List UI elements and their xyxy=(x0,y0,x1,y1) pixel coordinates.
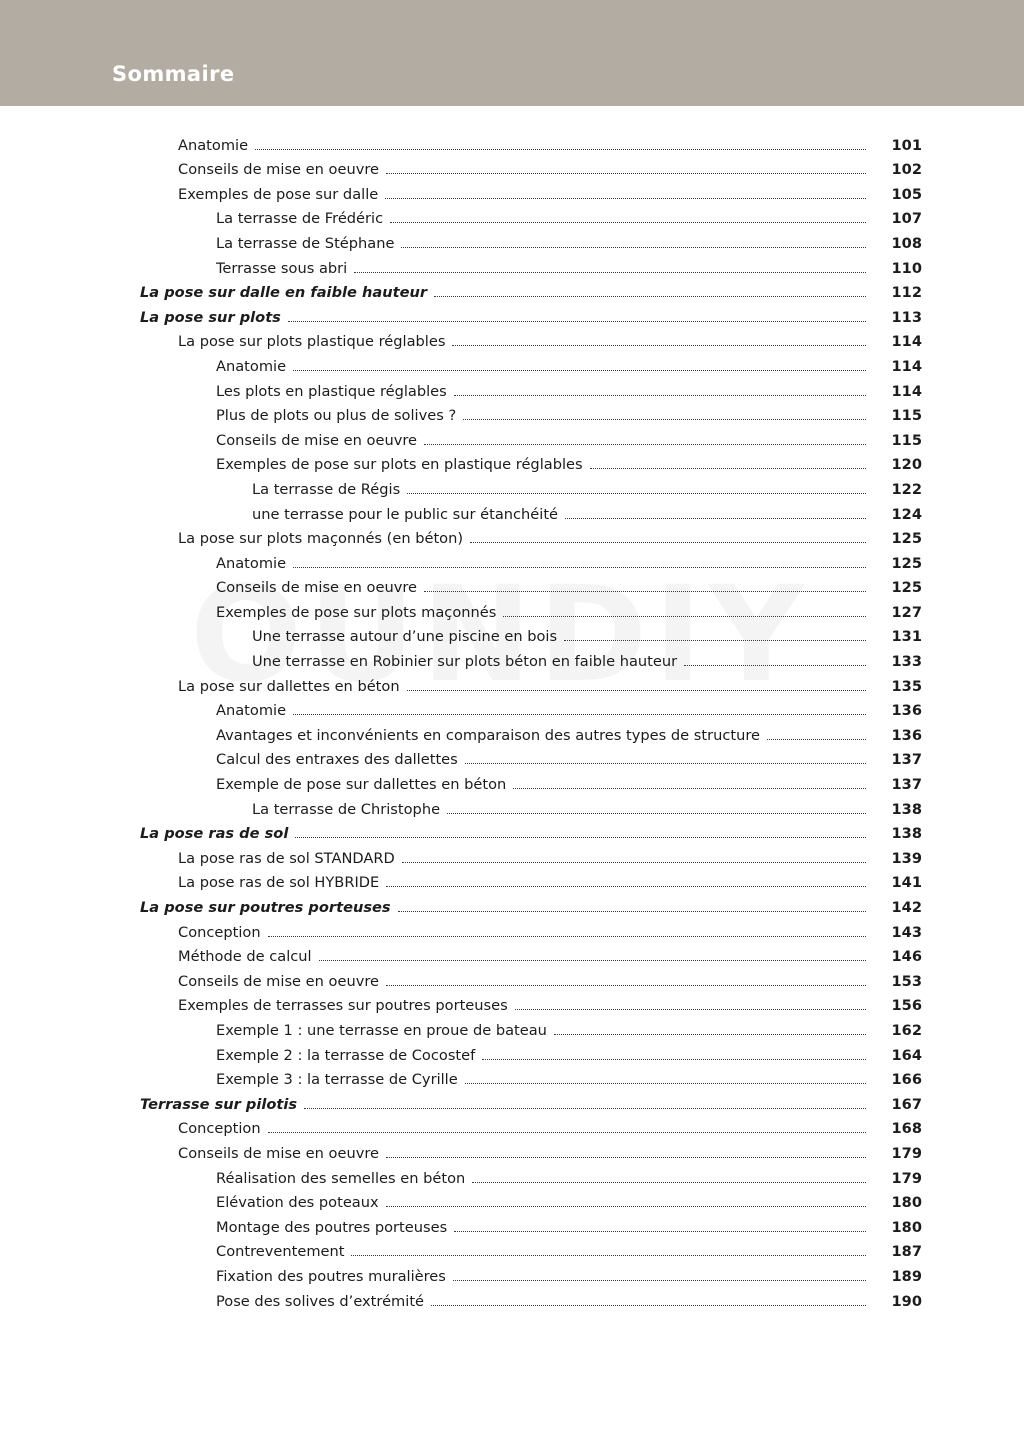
toc-entry-label: Exemple 2 : la terrasse de Cocostef xyxy=(216,1046,476,1064)
toc-entry-label: Terrasse sur pilotis xyxy=(140,1095,298,1113)
toc-entry[interactable] xyxy=(140,966,922,991)
toc-entry[interactable] xyxy=(140,1261,922,1286)
toc-entry[interactable] xyxy=(140,278,922,303)
toc-leader-dots xyxy=(304,1107,866,1109)
toc-entry[interactable] xyxy=(140,401,922,426)
toc-leader-dots xyxy=(386,1156,866,1158)
toc-entry[interactable] xyxy=(140,1188,922,1213)
toc-entry[interactable] xyxy=(140,991,922,1016)
toc-entry-label: Conseils de mise en oeuvre xyxy=(216,579,417,597)
toc-leader-dots xyxy=(590,467,866,469)
toc-entry-label: Fixation des poutres muralières xyxy=(216,1267,446,1285)
toc-entry-page: 146 xyxy=(891,948,922,966)
toc-entry-page: 114 xyxy=(891,382,922,400)
toc-leader-dots xyxy=(424,590,866,592)
toc-entry-page: 136 xyxy=(891,702,922,720)
toc-leader-dots xyxy=(503,615,866,617)
toc-entry[interactable] xyxy=(140,769,922,794)
toc-entry-label: Exemples de pose sur dalle xyxy=(178,185,379,203)
toc-entry-page: 107 xyxy=(891,210,922,228)
toc-leader-dots xyxy=(465,762,866,764)
toc-entry-page: 153 xyxy=(891,972,922,990)
toc-leader-dots xyxy=(385,197,866,199)
toc-entry[interactable] xyxy=(140,1065,922,1090)
toc-entry-label: Contreventement xyxy=(216,1243,345,1261)
toc-entry-page: 112 xyxy=(891,284,922,302)
toc-entry-label: La terrasse de Stéphane xyxy=(216,234,395,252)
toc-entry-label: La terrasse de Frédéric xyxy=(216,210,384,228)
toc-leader-dots xyxy=(390,221,866,223)
toc-entry-label: La terrasse de Régis xyxy=(252,480,401,498)
toc-entry-page: 108 xyxy=(891,234,922,252)
toc-leader-dots xyxy=(268,1131,866,1133)
toc-entry[interactable] xyxy=(140,868,922,893)
toc-entry-page: 115 xyxy=(891,407,922,425)
toc-entry[interactable] xyxy=(140,228,922,253)
toc-entry-page: 180 xyxy=(891,1218,922,1236)
toc-entry-page: 137 xyxy=(891,751,922,769)
toc-entry[interactable] xyxy=(140,917,922,942)
toc-entry-label: Conseils de mise en oeuvre xyxy=(178,972,379,990)
toc-leader-dots xyxy=(454,1230,866,1232)
toc-entry-page: 125 xyxy=(891,579,922,597)
toc-entry[interactable] xyxy=(140,843,922,868)
toc-entry-page: 115 xyxy=(891,431,922,449)
toc-entry-page: 127 xyxy=(891,603,922,621)
toc-entry-page: 110 xyxy=(891,259,922,277)
toc-entry-label: Terrasse sous abri xyxy=(216,259,348,277)
toc-leader-dots xyxy=(684,664,866,666)
toc-entry-page: 125 xyxy=(891,530,922,548)
toc-entry-label: La pose ras de sol xyxy=(140,825,289,843)
toc-entry[interactable] xyxy=(140,745,922,770)
toc-entry[interactable] xyxy=(140,696,922,721)
toc-entry[interactable] xyxy=(140,425,922,450)
toc-entry-label: Anatomie xyxy=(178,136,249,154)
toc-entry-label: La pose sur dallettes en béton xyxy=(178,677,400,695)
toc-entry-label: Exemple 3 : la terrasse de Cyrille xyxy=(216,1071,458,1089)
toc-entry[interactable] xyxy=(140,302,922,327)
toc-entry-label: La pose sur dalle en faible hauteur xyxy=(140,284,428,302)
toc-leader-dots xyxy=(554,1033,866,1035)
toc-entry[interactable] xyxy=(140,524,922,549)
toc-leader-dots xyxy=(565,517,866,519)
toc-entry-label: La pose sur plots plastique réglables xyxy=(178,333,446,351)
toc-entry-label: Elévation des poteaux xyxy=(216,1194,379,1212)
toc-entry-page: 141 xyxy=(891,874,922,892)
toc-entry-label: Méthode de calcul xyxy=(178,948,312,966)
toc-leader-dots xyxy=(564,639,866,641)
toc-entry-label: La terrasse de Christophe xyxy=(252,800,441,818)
toc-entry[interactable] xyxy=(140,253,922,278)
toc-leader-dots xyxy=(515,1008,866,1010)
toc-entry-page: 166 xyxy=(891,1071,922,1089)
toc-entry-label: une terrasse pour le public sur étanchéité xyxy=(252,505,559,523)
toc-entry-page: 101 xyxy=(891,136,922,154)
toc-leader-dots xyxy=(398,910,866,912)
toc-entry-label: Exemples de pose sur plots maçonnés xyxy=(216,603,497,621)
toc-leader-dots xyxy=(293,369,866,371)
toc-entry-page: 114 xyxy=(891,357,922,375)
toc-leader-dots xyxy=(452,344,866,346)
toc-entry-page: 124 xyxy=(891,505,922,523)
toc-leader-dots xyxy=(319,959,866,961)
toc-entry-page: 114 xyxy=(891,333,922,351)
toc-entry[interactable] xyxy=(140,892,922,917)
toc-leader-dots xyxy=(513,787,866,789)
toc-entry-page: 138 xyxy=(891,800,922,818)
toc-leader-dots xyxy=(447,812,866,814)
toc-entry-page: 113 xyxy=(891,308,922,326)
toc-entry[interactable] xyxy=(140,376,922,401)
toc-leader-dots xyxy=(470,541,866,543)
toc-entry[interactable] xyxy=(140,1040,922,1065)
toc-entry-page: 187 xyxy=(891,1243,922,1261)
toc-entry-page: 136 xyxy=(891,726,922,744)
page-header-band xyxy=(0,0,1024,106)
toc-entry-label: Calcul des entraxes des dallettes xyxy=(216,751,458,769)
toc-leader-dots xyxy=(453,1279,866,1281)
toc-entry-label: Conseils de mise en oeuvre xyxy=(178,161,379,179)
toc-leader-dots xyxy=(288,320,866,322)
toc-entry-label: Anatomie xyxy=(216,702,287,720)
toc-leader-dots xyxy=(386,1205,866,1207)
toc-entry-page: 102 xyxy=(891,161,922,179)
toc-entry[interactable] xyxy=(140,179,922,204)
toc-entry-label: La pose ras de sol HYBRIDE xyxy=(178,874,380,892)
toc-leader-dots xyxy=(434,295,866,297)
toc-entry-label: La pose sur plots maçonnés (en béton) xyxy=(178,530,464,548)
toc-entry[interactable] xyxy=(140,720,922,745)
toc-entry[interactable] xyxy=(140,1212,922,1237)
toc-entry[interactable] xyxy=(140,819,922,844)
toc-entry-page: 156 xyxy=(891,997,922,1015)
toc-entry[interactable] xyxy=(140,942,922,967)
toc-entry-page: 164 xyxy=(891,1046,922,1064)
toc-entry-page: 179 xyxy=(891,1169,922,1187)
toc-entry[interactable] xyxy=(140,622,922,647)
toc-leader-dots xyxy=(354,271,866,273)
toc-leader-dots xyxy=(293,566,866,568)
toc-entry[interactable] xyxy=(140,450,922,475)
toc-entry-label: Avantages et inconvénients en comparaison des autres types de structure xyxy=(216,726,760,744)
toc-entry[interactable] xyxy=(140,204,922,229)
toc-entry[interactable] xyxy=(140,794,922,819)
table-of-contents xyxy=(140,130,922,1311)
toc-entry-label: Une terrasse autour d’une piscine en bois xyxy=(252,628,558,646)
toc-leader-dots xyxy=(482,1058,866,1060)
toc-leader-dots xyxy=(386,984,866,986)
toc-entry-page: 180 xyxy=(891,1194,922,1212)
toc-entry[interactable] xyxy=(140,351,922,376)
toc-leader-dots xyxy=(351,1254,866,1256)
toc-entry-label: Exemple 1 : une terrasse en proue de bateau xyxy=(216,1021,547,1039)
toc-entry-label: Pose des solives d’extrémité xyxy=(216,1292,425,1310)
toc-leader-dots xyxy=(268,935,866,937)
toc-entry-label: Anatomie xyxy=(216,554,287,572)
toc-leader-dots xyxy=(431,1304,866,1306)
toc-entry[interactable] xyxy=(140,155,922,180)
toc-entry-label: Exemple de pose sur dallettes en béton xyxy=(216,776,507,794)
toc-entry-label: La pose sur plots xyxy=(140,308,281,326)
toc-leader-dots xyxy=(767,738,866,740)
toc-entry-label: Une terrasse en Robinier sur plots béton en faible hauteur xyxy=(252,653,678,671)
toc-entry-label: Exemples de terrasses sur poutres porteuses xyxy=(178,997,508,1015)
toc-leader-dots xyxy=(407,492,866,494)
toc-entry[interactable] xyxy=(140,474,922,499)
toc-entry[interactable] xyxy=(140,671,922,696)
toc-entry[interactable] xyxy=(140,1114,922,1139)
toc-leader-dots xyxy=(463,418,866,420)
toc-entry-page: 125 xyxy=(891,554,922,572)
toc-entry-label: La pose sur poutres porteuses xyxy=(140,899,391,916)
toc-entry[interactable] xyxy=(140,327,922,352)
toc-entry[interactable] xyxy=(140,1089,922,1114)
toc-entry-label: Conception xyxy=(178,1120,261,1138)
toc-entry-page: 138 xyxy=(891,825,922,843)
toc-leader-dots xyxy=(401,246,866,248)
toc-entry-page: 137 xyxy=(891,776,922,794)
toc-entry-page: 168 xyxy=(891,1120,922,1138)
toc-entry-page: 120 xyxy=(891,456,922,474)
toc-entry[interactable] xyxy=(140,597,922,622)
toc-entry-page: 135 xyxy=(891,677,922,695)
toc-leader-dots xyxy=(472,1181,866,1183)
toc-entry[interactable] xyxy=(140,1163,922,1188)
toc-leader-dots xyxy=(386,885,866,887)
toc-entry-page: 190 xyxy=(891,1292,922,1310)
toc-entry-label: Conseils de mise en oeuvre xyxy=(216,431,417,449)
toc-entry[interactable] xyxy=(140,548,922,573)
toc-entry-label: Conception xyxy=(178,923,261,941)
toc-leader-dots xyxy=(295,836,866,838)
toc-entry-page: 105 xyxy=(891,185,922,203)
toc-entry-label: Montage des poutres porteuses xyxy=(216,1218,448,1236)
toc-entry[interactable] xyxy=(140,646,922,671)
toc-entry-page: 143 xyxy=(891,923,922,941)
toc-entry-page: 162 xyxy=(891,1021,922,1039)
toc-entry[interactable] xyxy=(140,1237,922,1262)
toc-entry-page: 142 xyxy=(891,899,922,916)
toc-entry-page: 179 xyxy=(891,1144,922,1162)
toc-entry[interactable] xyxy=(140,499,922,524)
toc-leader-dots xyxy=(454,394,866,396)
toc-entry[interactable] xyxy=(140,1138,922,1163)
toc-entry-label: La pose ras de sol STANDARD xyxy=(178,849,395,867)
toc-entry[interactable] xyxy=(140,573,922,598)
toc-entry-label: Réalisation des semelles en béton xyxy=(216,1169,466,1187)
toc-entry-page: 131 xyxy=(891,628,922,646)
toc-leader-dots xyxy=(293,713,866,715)
toc-entry[interactable] xyxy=(140,1286,922,1311)
toc-entry-label: Exemples de pose sur plots en plastique réglables xyxy=(216,456,583,474)
toc-entry-page: 139 xyxy=(891,849,922,867)
toc-leader-dots xyxy=(424,443,866,445)
toc-leader-dots xyxy=(407,689,866,691)
toc-entry-label: Plus de plots ou plus de solives ? xyxy=(216,407,457,425)
toc-entry[interactable] xyxy=(140,130,922,155)
toc-leader-dots xyxy=(386,172,866,174)
toc-entry-page: 122 xyxy=(891,480,922,498)
toc-entry-label: Conseils de mise en oeuvre xyxy=(178,1144,379,1162)
toc-entry-page: 189 xyxy=(891,1267,922,1285)
toc-entry[interactable] xyxy=(140,1015,922,1040)
toc-entry-page: 167 xyxy=(891,1095,922,1113)
page-title: Sommaire xyxy=(112,62,235,86)
toc-entry-page: 133 xyxy=(891,653,922,671)
toc-leader-dots xyxy=(465,1082,866,1084)
toc-leader-dots xyxy=(255,148,866,150)
toc-entry-label: Anatomie xyxy=(216,357,287,375)
toc-leader-dots xyxy=(402,861,866,863)
toc-entry-label: Les plots en plastique réglables xyxy=(216,382,447,400)
